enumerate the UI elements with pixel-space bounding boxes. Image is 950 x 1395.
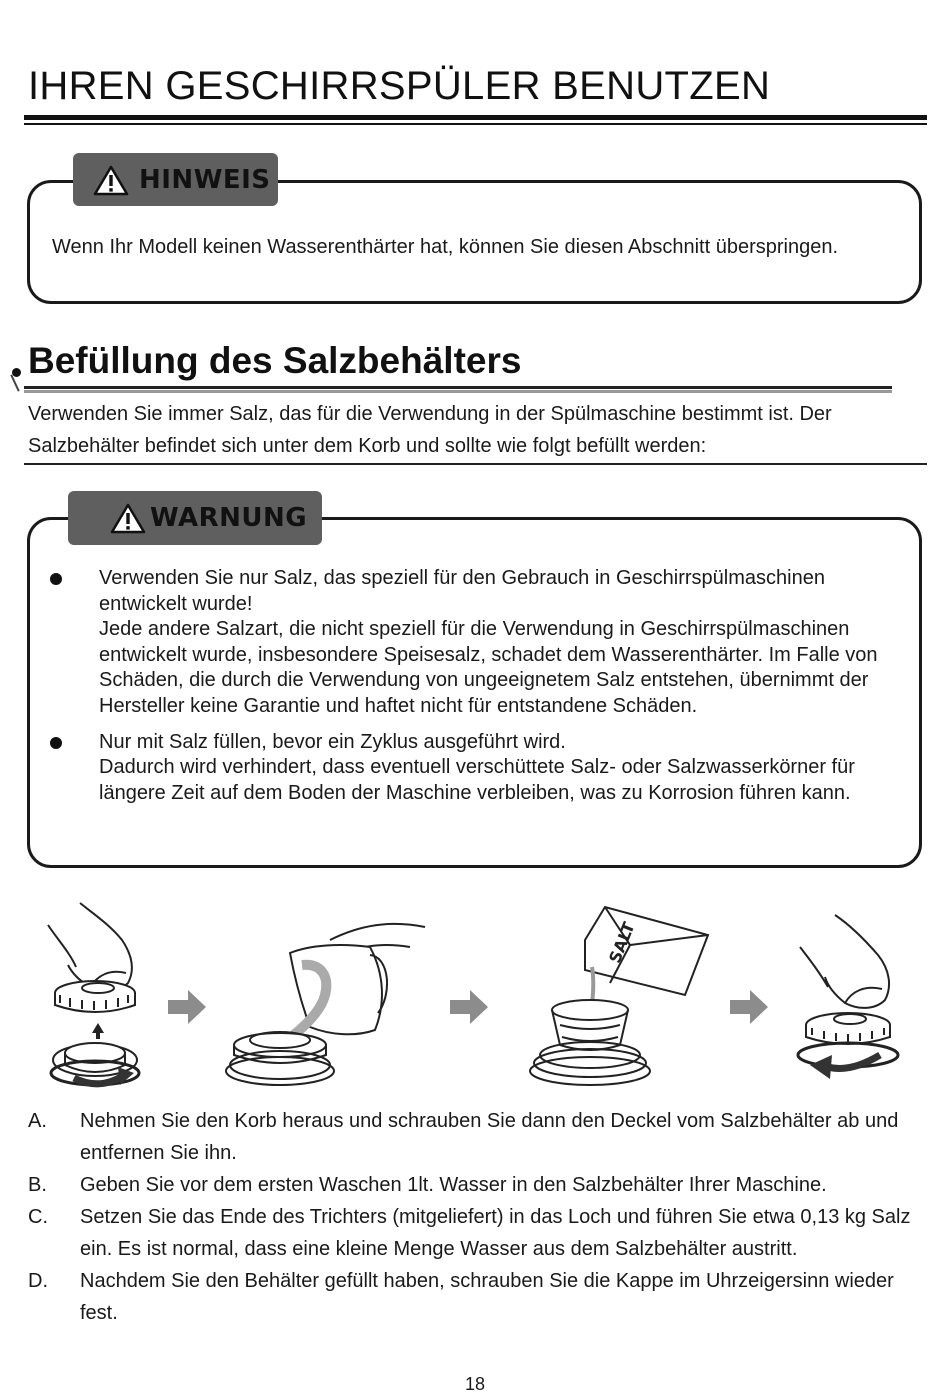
salt-pack-label: SALT xyxy=(605,919,639,966)
step-text: Nachdem Sie den Behälter gefüllt haben, schrauben Sie die Kappe im Uhrzeigersinn wieder fest. xyxy=(80,1270,894,1324)
pour-salt-pack-icon xyxy=(530,907,708,1085)
arrow-right-icon xyxy=(450,990,488,1024)
warning-triangle-icon xyxy=(110,502,146,534)
warning-label: WARNUNG xyxy=(150,503,308,533)
arrow-right-icon xyxy=(730,990,768,1024)
salt-filling-illustrations xyxy=(40,895,920,1095)
warning-triangle-icon xyxy=(93,164,129,196)
list-item xyxy=(28,1105,928,1169)
instruction-steps xyxy=(28,1105,928,1329)
section-marker-line xyxy=(10,374,19,391)
section-title: Befüllung des Salzbehälters xyxy=(28,340,522,381)
section-rule-dark xyxy=(24,386,892,389)
step-text: Nehmen Sie den Korb heraus und schrauben Sie dann den Deckel vom Salzbehälter ab und entfernen Sie ihn. xyxy=(80,1110,899,1164)
warning-item-2-line-1: Nur mit Salz füllen, bevor ein Zyklus ausgeführt wird. xyxy=(99,730,566,753)
arrow-right-icon xyxy=(168,990,206,1024)
hand-unscrew-cap-icon xyxy=(48,903,139,1085)
step-text: Setzen Sie das Ende des Trichters (mitgeliefert) in das Loch und führen Sie etwa 0,13 kg Salz ein. Es ist normal, dass eine kleine Menge Wasser aus dem Salzbehälter austritt. xyxy=(80,1206,911,1260)
warning-item-1-line-2: Jede andere Salzart, die nicht speziell für die Verwendung in Geschirrspülmaschinen entwickelt wurde, insbesondere Speisesalz, schadet dem Wasserenthärter. Im Falle von Schäden, die durch die Verwendung von ungeeignetem Salz entstehen, übernimmt der Hersteller keine Garantie und haftet nicht für entstandene Schäden. xyxy=(99,618,878,717)
warning-item-1-line-1: Verwenden Sie nur Salz, das speziell für den Gebrauch in Geschirrspülmaschinen entwickelt wurde! xyxy=(99,567,825,615)
step-letter: C. xyxy=(28,1206,48,1228)
bullet-icon xyxy=(50,737,62,749)
step-letter: A. xyxy=(28,1110,47,1132)
note-label: HINWEIS xyxy=(139,164,271,195)
intro-rule xyxy=(24,463,927,465)
step-text: Geben Sie vor dem ersten Waschen 1lt. Wasser in den Salzbehälter Ihrer Maschine. xyxy=(80,1174,827,1196)
list-item xyxy=(28,1169,928,1201)
section-marker-dot xyxy=(12,368,21,377)
list-item xyxy=(48,566,908,720)
step-letter: D. xyxy=(28,1270,48,1292)
warning-item-2-line-2: Dadurch wird verhindert, dass eventuell verschüttete Salz- oder Salzwasserkörner für längere Zeit auf dem Boden der Maschine verbleiben, was zu Korrosion führen kann. xyxy=(99,756,855,804)
warning-list xyxy=(48,566,908,806)
hand-screw-cap-icon xyxy=(798,915,898,1079)
note-tab xyxy=(73,153,278,206)
section-intro: Verwenden Sie immer Salz, das für die Verwendung in der Spülmaschine bestimmt ist. Der Salzbehälter befindet sich unter dem Korb und sollte wie folgt befüllt werden: xyxy=(28,403,832,457)
list-item xyxy=(28,1265,928,1329)
list-item xyxy=(28,1201,928,1265)
page-title: IHREN GESCHIRRSPÜLER BENUTZEN xyxy=(28,64,771,108)
pour-water-jug-icon xyxy=(226,924,425,1085)
note-text: Wenn Ihr Modell keinen Wasserenthärter hat, können Sie diesen Abschnitt überspringen. xyxy=(52,236,839,258)
list-item xyxy=(48,730,908,807)
section-rule-gray xyxy=(24,390,892,393)
title-rule-thick xyxy=(24,115,927,120)
title-rule-thin xyxy=(24,123,927,125)
bullet-icon xyxy=(50,573,62,585)
step-letter: B. xyxy=(28,1174,47,1196)
page-number: 18 xyxy=(464,1374,486,1394)
warning-tab xyxy=(68,491,322,545)
